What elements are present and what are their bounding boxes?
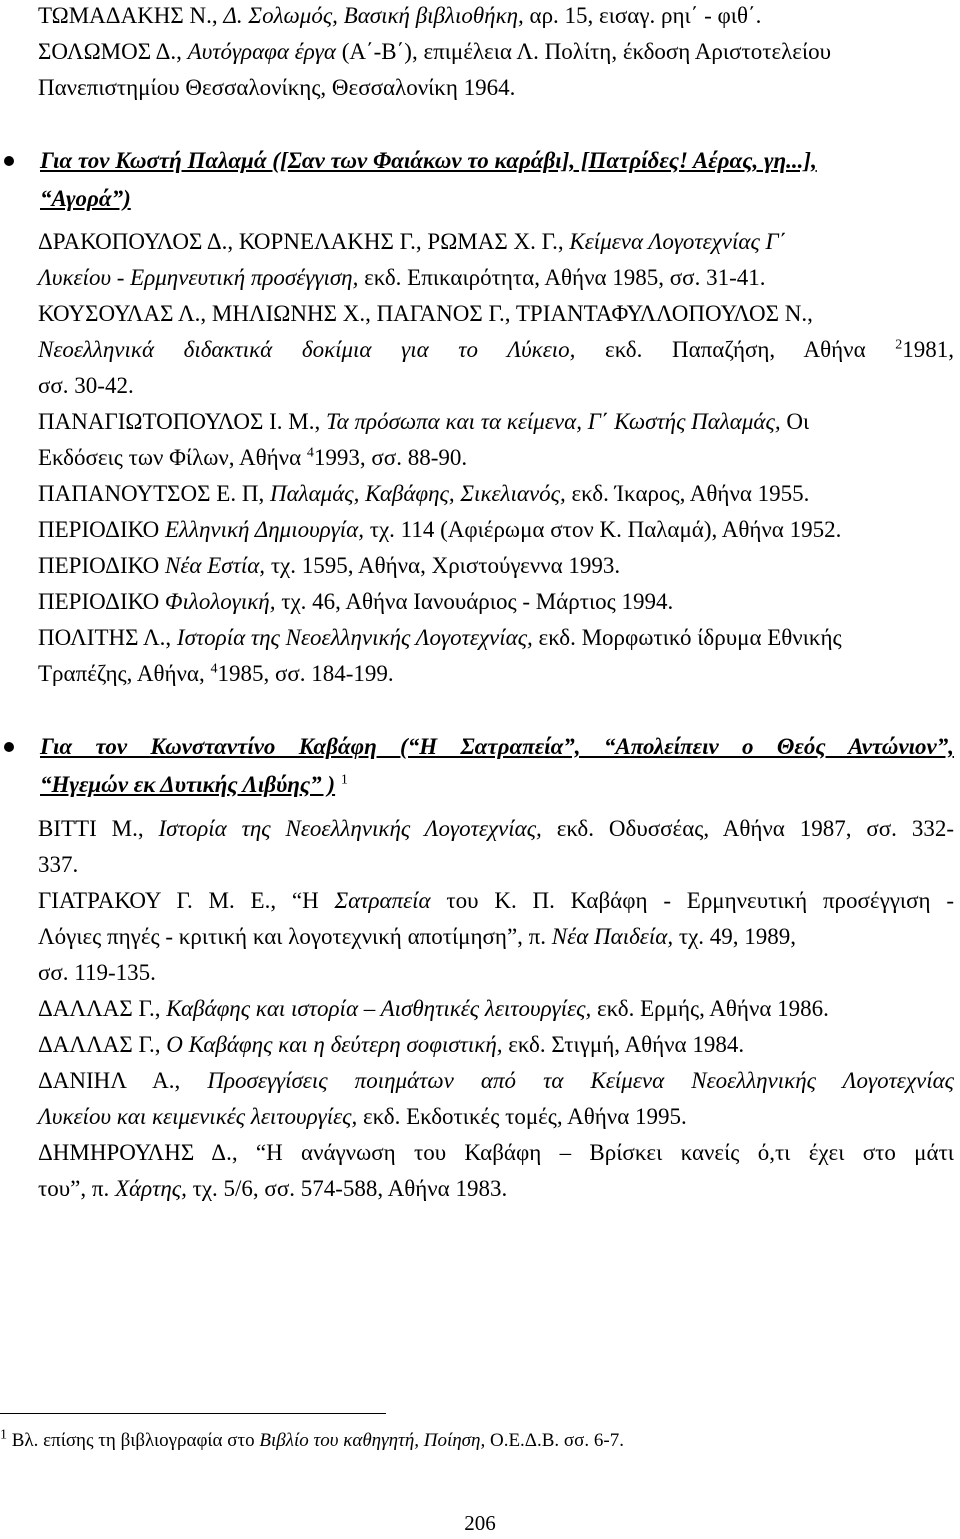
section-heading-text: “Αγορά”): [40, 186, 131, 211]
italic-text: Βιβλίο του καθηγητή, Ποίηση,: [259, 1430, 486, 1451]
text-run: του Κ. Π. Καβάφη - Ερμηνευτική προσέγγιση -: [430, 888, 954, 913]
text-run: ΠΕΡΙΟΔΙΚΟ: [38, 517, 165, 542]
italic-text: Λυκείου και κειμενικές λειτουργίες,: [38, 1104, 358, 1129]
bibliography-line: [38, 1101, 954, 1132]
text-run: 1985, σσ. 184-199.: [217, 661, 394, 686]
text-run: εκδ. Ερμής, Αθήνα 1986.: [591, 996, 829, 1021]
text-run: αρ. 15, εισαγ. ρηι΄ - φιθ΄.: [523, 3, 762, 28]
text-run: ΠΕΡΙΟΔΙΚΟ: [38, 589, 165, 614]
bibliography-line: [38, 658, 954, 689]
italic-text: Ο Καβάφης και η δεύτερη σοφιστική,: [166, 1032, 503, 1057]
bibliography-line: [38, 442, 954, 473]
text-run: εκδ. Παπαζήση, Αθήνα: [575, 337, 896, 362]
text-run: Οι: [780, 409, 810, 434]
italic-text: Ιστορία της Νεοελληνικής Λογοτεχνίας,: [176, 625, 533, 650]
italic-text: Λυκείου - Ερμηνευτική προσέγγιση,: [38, 265, 359, 290]
text-run: Ο.Ε.Δ.Β. σσ. 6-7.: [485, 1430, 624, 1451]
section-heading: [40, 731, 954, 762]
bibliography-line: [38, 1173, 954, 1204]
bibliography-line: [38, 993, 954, 1024]
text-run: ΔΑΝΙΗΛ Α.,: [38, 1068, 208, 1093]
text-run: ΠΕΡΙΟΔΙΚΟ: [38, 553, 165, 578]
superscript: 1: [340, 772, 348, 788]
italic-text: Σατραπεία: [334, 888, 431, 913]
text-run: εκδ. Μορφωτικό ίδρυμα Εθνικής: [532, 625, 842, 650]
superscript: 4: [210, 661, 218, 677]
text-run: εκδ. Ίκαρος, Αθήνα 1955.: [565, 481, 810, 506]
page-number: 206: [464, 1511, 496, 1535]
text-run: (Α΄-Β΄), επιμέλεια Λ. Πολίτη, έκδοση Αριστοτελείου: [335, 39, 832, 64]
text-run: τχ. 5/6, σσ. 574-588, Αθήνα 1983.: [186, 1176, 508, 1201]
text-run: Πανεπιστημίου Θεσσαλονίκης, Θεσσαλονίκη 1964.: [38, 75, 516, 100]
text-run: ΔΑΛΛΑΣ Γ.,: [38, 1032, 167, 1057]
bibliography-line: [38, 813, 954, 844]
section-heading: [40, 145, 954, 176]
italic-text: Φιλολογική,: [164, 589, 276, 614]
italic-text: Προσεγγίσεις ποιημάτων από τα Κείμενα Νεοελληνικής Λογοτεχνίας: [207, 1068, 954, 1093]
text-run: τχ. 49, 1989,: [673, 924, 797, 949]
italic-text: Νεοελληνικά διδακτικά δοκίμια για το Λύκειο,: [38, 337, 576, 362]
bibliography-line: [40, 183, 954, 214]
text-run: ΤΩΜΑΔΑΚΗΣ Ν.,: [38, 3, 224, 28]
text-run: τχ. 1595, Αθήνα, Χριστούγεννα 1993.: [265, 553, 621, 578]
bibliography-line: [38, 622, 954, 653]
text-run: σσ. 30-42.: [38, 373, 134, 398]
text-run: του”, π.: [38, 1176, 115, 1201]
bibliography-line: [38, 406, 954, 437]
footnote: [0, 1425, 624, 1456]
bibliography-line: [38, 226, 954, 257]
footnote-separator: [0, 1413, 386, 1414]
bibliography-line: [38, 334, 954, 365]
footnote-marker: 1: [0, 1427, 7, 1443]
italic-text: Παλαμάς, Καβάφης, Σικελιανός,: [269, 481, 566, 506]
bibliography-line: [38, 262, 954, 293]
text-run: εκδ. Επικαιρότητα, Αθήνα 1985, σσ. 31-41.: [358, 265, 766, 290]
bullet-icon: [4, 742, 14, 752]
bibliography-line: [38, 1029, 954, 1060]
italic-text: Τα πρόσωπα και τα κείμενα, Γ΄ Κωστής Παλαμάς,: [325, 409, 781, 434]
text-run: 1981,: [902, 337, 954, 362]
italic-text: Δ. Σολωμός, Βασική βιβλιοθήκη,: [223, 3, 524, 28]
text-run: εκδ. Στιγμή, Αθήνα 1984.: [502, 1032, 745, 1057]
text-run: τχ. 46, Αθήνα Ιανουάριος - Μάρτιος 1994.: [275, 589, 674, 614]
text-run: Λόγιες πηγές - κριτική και λογοτεχνική αποτίμηση”, π.: [38, 924, 552, 949]
text-run: ΒΙΤΤΙ Μ.,: [38, 816, 159, 841]
section-heading-text: Για τον Κωστή Παλαμά ([Σαν των Φαιάκων το καράβι], [Πατρίδες! Αέρας, γη...],: [40, 148, 817, 173]
italic-text: Αυτόγραφα έργα: [187, 39, 336, 64]
superscript: 2: [895, 337, 903, 353]
text-run: τχ. 114 (Αφιέρωμα στον Κ. Παλαμά), Αθήνα 1952.: [363, 517, 842, 542]
text-run: ΔΡΑΚΟΠΟΥΛΟΣ Δ., ΚΟΡΝΕΛΑΚΗΣ Γ., ΡΩΜΑΣ Χ. Γ.,: [38, 229, 570, 254]
italic-text: Νέα Εστία,: [164, 553, 266, 578]
bibliography-line: [38, 370, 954, 401]
text-run: εκδ. Οδυσσέας, Αθήνα 1987, σσ. 332-: [541, 816, 954, 841]
italic-text: Ιστορία της Νεοελληνικής Λογοτεχνίας,: [158, 816, 542, 841]
bibliography-line: [38, 36, 954, 67]
text-run: σσ. 119-135.: [38, 960, 156, 985]
text-run: Εκδόσεις των Φίλων, Αθήνα: [38, 445, 307, 470]
text-run: εκδ. Εκδοτικές τομές, Αθήνα 1995.: [357, 1104, 687, 1129]
text-run: ΓΙΑΤΡΑΚΟΥ Γ. Μ. Ε., “Η: [38, 888, 335, 913]
bibliography-line: [38, 921, 954, 952]
italic-text: Ελληνική Δημιουργία,: [164, 517, 364, 542]
text-run: 1993, σσ. 88-90.: [313, 445, 468, 470]
text-run: ΔΑΛΛΑΣ Γ.,: [38, 996, 167, 1021]
section-heading-text: Για τον Κωνσταντίνο Καβάφη (“Η Σατραπεία”, “Απολείπειν ο Θεός Αντώνιον”,: [40, 734, 954, 759]
text-run: 337.: [38, 852, 79, 877]
bibliography-line: [38, 72, 954, 103]
text-run: Τραπέζης, Αθήνα,: [38, 661, 211, 686]
bibliography-line: [38, 0, 954, 31]
bibliography-line: [40, 769, 954, 800]
text-run: ΠΑΠΑΝΟΥΤΣΟΣ Ε. Π,: [38, 481, 270, 506]
bullet-icon: [4, 156, 14, 166]
bibliography-line: [38, 514, 954, 545]
text-run: ΔΗΜΗΡΟΥΛΗΣ Δ., “Η ανάγνωση του Καβάφη – Βρίσκει κανείς ό,τι έχει στο μάτι: [38, 1140, 954, 1165]
italic-text: Χάρτης,: [114, 1176, 187, 1201]
bibliography-line: [38, 478, 954, 509]
bibliography-line: [38, 586, 954, 617]
bibliography-line: [38, 885, 954, 916]
bibliography-line: [38, 957, 954, 988]
text-run: ΚΟΥΣΟΥΛΑΣ Λ., ΜΗΛΙΩΝΗΣ Χ., ΠΑΓΑΝΟΣ Γ., ΤΡΙΑΝΤΑΦΥΛΛΟΠΟΥΛΟΣ Ν.,: [38, 301, 813, 326]
text-run: Βλ. επίσης τη βιβλιογραφία στο: [7, 1430, 260, 1451]
bibliography-line: [38, 849, 954, 880]
section-heading-text: “Ηγεμών εκ Δυτικής Λιβύης” ): [40, 772, 336, 797]
text-run: ΠΟΛΙΤΗΣ Λ.,: [38, 625, 177, 650]
bibliography-line: [38, 1065, 954, 1096]
bibliography-line: [38, 298, 954, 329]
bibliography-line: [38, 1137, 954, 1168]
superscript: 4: [306, 445, 314, 461]
text-run: ΣΟΛΩΜΟΣ Δ.,: [38, 39, 188, 64]
bibliography-line: [38, 550, 954, 581]
text-run: ΠΑΝΑΓΙΩΤΟΠΟΥΛΟΣ Ι. Μ.,: [38, 409, 326, 434]
italic-text: Νέα Παιδεία,: [551, 924, 674, 949]
italic-text: Κείμενα Λογοτεχνίας Γ΄: [569, 229, 787, 254]
italic-text: Καβάφης και ιστορία – Αισθητικές λειτουργίες,: [166, 996, 592, 1021]
